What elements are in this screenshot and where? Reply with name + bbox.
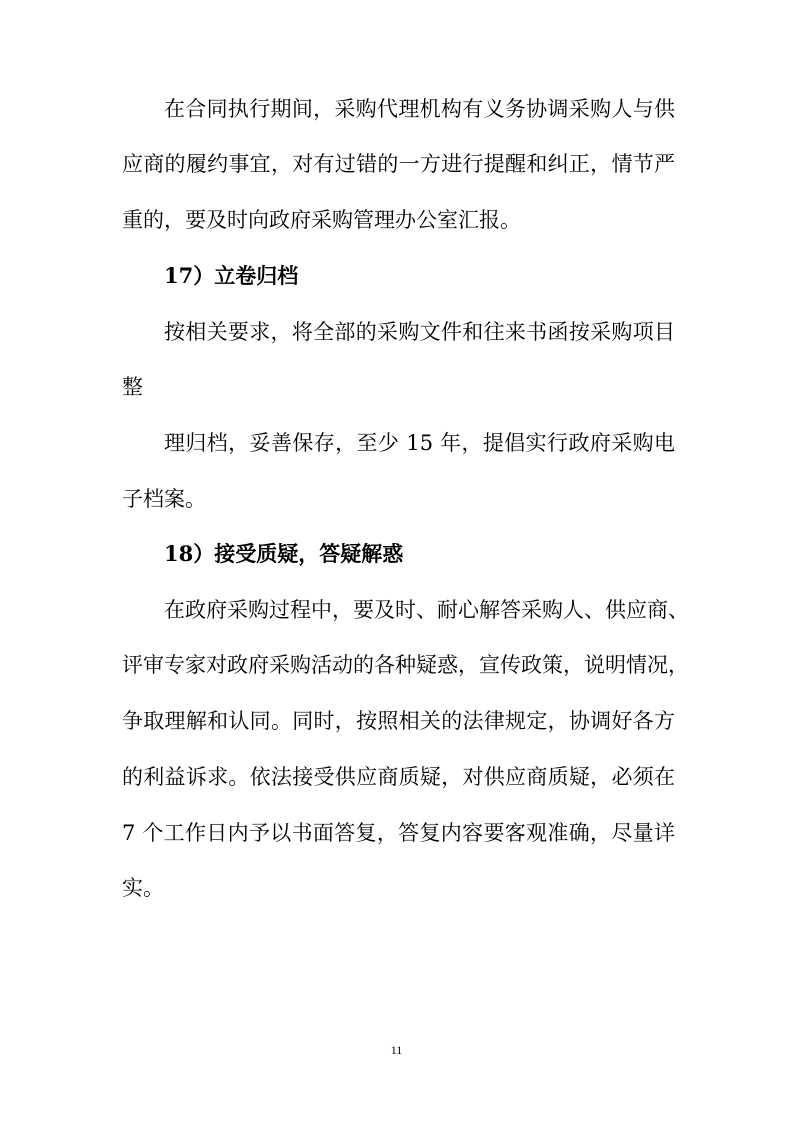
paragraph-line: 在政府采购过程中，要及时、耐心解答采购人、供应商、	[164, 598, 689, 622]
paragraph-line: 实。	[122, 876, 164, 900]
section-heading: 17）立卷归档	[164, 263, 299, 288]
paragraph-line: 在合同执行期间，采购代理机构有义务协调采购人与供	[164, 97, 675, 121]
paragraph-line: 7 个工作日内予以书面答复，答复内容要客观准确，尽量详	[122, 821, 675, 845]
paragraph-line: 子档案。	[122, 487, 206, 511]
page-number: 11	[390, 1043, 403, 1057]
paragraph-line: 评审专家对政府采购活动的各种疑惑，宣传政策，说明情况，	[122, 653, 689, 677]
paragraph-line: 理归档，妥善保存，至少 15 年，提倡实行政府采购电	[164, 431, 675, 455]
paragraph-line: 应商的履约事宜，对有过错的一方进行提醒和纠正，情节严	[122, 152, 675, 176]
paragraph-line: 的利益诉求。依法接受供应商质疑，对供应商质疑，必须在	[122, 765, 675, 789]
paragraph-line: 争取理解和认同。同时，按照相关的法律规定，协调好各方	[122, 709, 675, 733]
paragraph-line: 整	[122, 375, 143, 399]
paragraph-line: 重的，要及时向政府采购管理办公室汇报。	[122, 208, 521, 232]
paragraph-line: 按相关要求，将全部的采购文件和往来书函按采购项目	[164, 320, 675, 344]
section-heading: 18）接受质疑，答疑解惑	[164, 541, 404, 566]
